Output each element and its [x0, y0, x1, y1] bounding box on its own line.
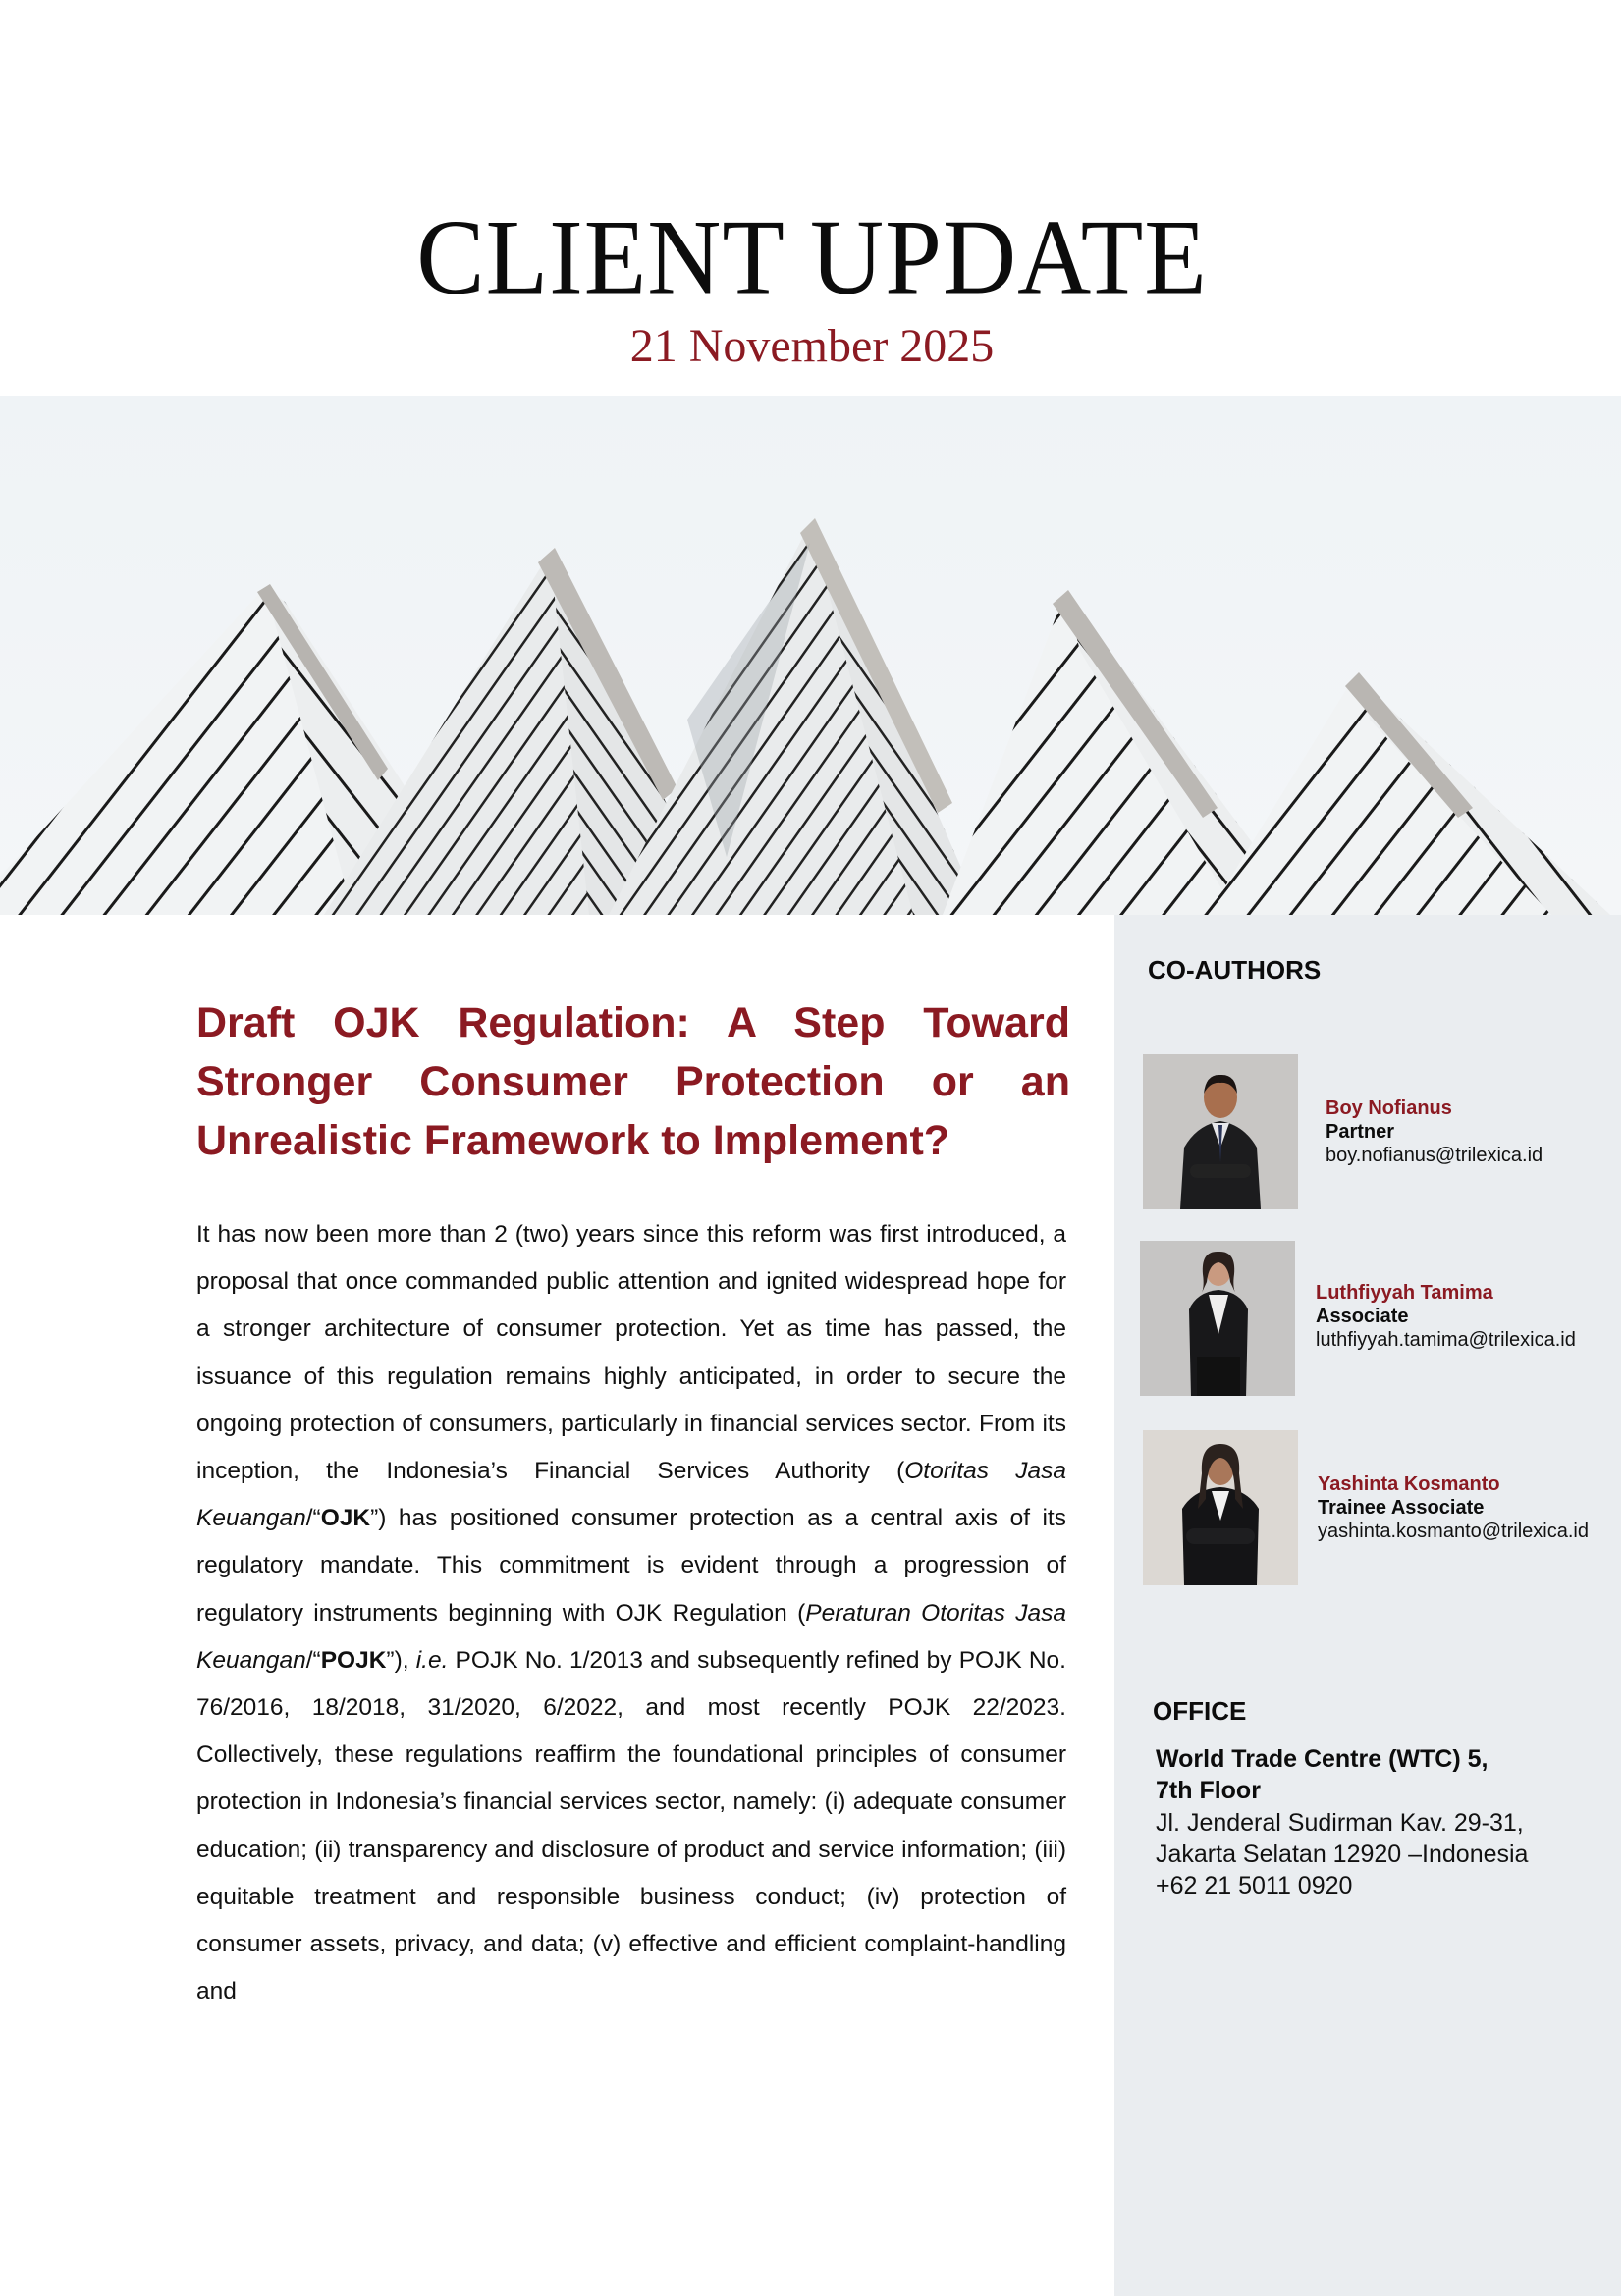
ojk-defined-term: OJK [320, 1505, 371, 1532]
author-card-1 [1326, 1096, 1543, 1167]
author-email[interactable]: yashinta.kosmanto@trilexica.id [1318, 1521, 1589, 1542]
body-text: ”), [386, 1646, 416, 1674]
office-address-line-2: Jakarta Selatan 12920 –Indonesia [1156, 1841, 1529, 1868]
author-role: Associate [1316, 1306, 1409, 1327]
pojk-italic-term: Peraturan Otoritas Jasa Keuangan [196, 1599, 1066, 1674]
ie-abbrev: i.e. [415, 1646, 449, 1674]
author-name: Boy Nofianus [1326, 1097, 1452, 1119]
person-avatar-icon [1143, 1054, 1298, 1209]
building-peaks-illustration [0, 396, 1621, 915]
author-photo-yashinta-kosmanto [1143, 1430, 1298, 1585]
author-email[interactable]: luthfiyyah.tamima@trilexica.id [1316, 1329, 1576, 1351]
article-title: Draft OJK Regulation: A Step Toward Stronger Consumer Protection or an Unrealistic Framework to Implement? [196, 999, 1070, 1164]
article-body [196, 1211, 1066, 2015]
pojk-defined-term: POJK [320, 1646, 387, 1674]
publication-date: 21 November 2025 [629, 320, 995, 372]
banner-image [0, 396, 1621, 915]
author-photo-luthfiyyah-tamima [1140, 1241, 1295, 1396]
office-name-line-2: 7th Floor [1156, 1777, 1261, 1804]
author-role: Trainee Associate [1318, 1497, 1485, 1519]
author-name: Yashinta Kosmanto [1318, 1473, 1500, 1495]
author-card-3 [1318, 1472, 1589, 1543]
office-name-line-1: World Trade Centre (WTC) 5, [1156, 1745, 1489, 1773]
body-text: POJK No. 1/2013 and subsequently refined by POJK No. 76/2016, 18/2018, 31/2020, 6/2022, and most recently POJK 22/2023. Collectively, these regulations reaffirm the foundational principles of consumer protection in Indonesia’s financial services sector, namely: (i) adequate consumer education; (ii) transparency and disclosure of product and service information; (iii) equitable treatment and responsible business conduct; (iv) protection of consumer assets, privacy, and data; (v) effective and efficient complaint-handling and [196, 1646, 1066, 2005]
office-address-line-1: Jl. Jenderal Sudirman Kav. 29-31, [1156, 1809, 1524, 1837]
person-avatar-icon [1143, 1430, 1298, 1585]
office-address [1156, 1807, 1528, 1901]
body-text: It has now been more than 2 (two) years since this reform was first introduced, a proposal that once commanded public attention and ignited widespread hope for a stronger architecture of consumer protection. Yet as time has passed, the issuance of this regulation remains highly anticipated, in order to secure the ongoing protection of consumers, particularly in financial services sector. From its inception, the Indonesia’s Financial Services Authority ( [196, 1221, 1066, 1485]
author-card-2 [1316, 1281, 1576, 1352]
author-email[interactable]: boy.nofianus@trilexica.id [1326, 1145, 1543, 1166]
office-phone[interactable]: +62 21 5011 0920 [1156, 1872, 1353, 1899]
body-text: /“ [305, 1505, 321, 1532]
coauthors-heading: CO-AUTHORS [1148, 955, 1322, 985]
person-avatar-icon [1140, 1241, 1295, 1396]
author-name: Luthfiyyah Tamima [1316, 1282, 1493, 1304]
body-text: /“ [305, 1646, 321, 1674]
author-role: Partner [1326, 1121, 1395, 1143]
office-building [1156, 1743, 1488, 1806]
ojk-italic-term: Otoritas Jasa Keuangan [196, 1458, 1066, 1532]
author-photo-boy-nofianus [1143, 1054, 1298, 1209]
client-update-title: CLIENT UPDATE [416, 198, 1208, 317]
body-text: ”) has positioned consumer protection as a central axis of its regulatory mandate. This commitment is evident through a progression of regulatory instruments beginning with OJK Regulation ( [196, 1505, 1066, 1627]
office-heading: OFFICE [1153, 1696, 1247, 1726]
